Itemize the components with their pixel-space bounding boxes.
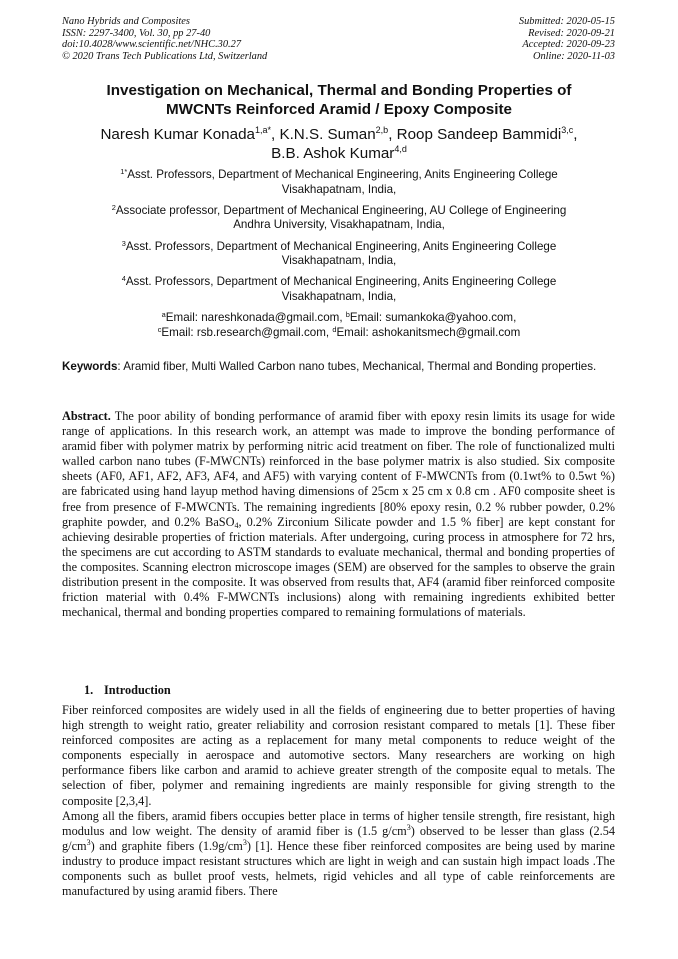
affiliations — [60, 168, 618, 340]
email-list — [60, 311, 618, 340]
superscript: 3 — [406, 822, 411, 832]
author-marker: 2,b — [375, 125, 389, 135]
email-link[interactable]: Email: nareshkonada@gmail.com, — [165, 311, 346, 325]
author-list — [60, 125, 618, 163]
author-name: K.N.S. Suman — [279, 126, 376, 143]
issn-line: ISSN: 2297-3400, Vol. 30, pp 27-40 — [62, 27, 211, 39]
paragraph-text: ) observed to be lesser than glass (2.54 g/cm — [62, 823, 615, 853]
affiliation — [60, 275, 618, 304]
email-marker: b — [345, 310, 350, 320]
affiliation-location: Andhra University, Visakhapatnam, India, — [233, 218, 445, 232]
affiliation-location: Visakhapatnam, India, — [281, 254, 397, 268]
author-line-2 — [60, 144, 618, 163]
online-date: Online: 2020-11-03 — [532, 50, 615, 62]
keywords — [62, 360, 615, 375]
copyright-line: © 2020 Trans Tech Publications Ltd, Switzerland — [62, 50, 268, 62]
title-line-2: MWCNTs Reinforced Aramid / Epoxy Composite — [166, 101, 512, 118]
section-title: Introduction — [104, 683, 171, 697]
publication-dates — [519, 16, 615, 62]
doi-line: doi:10.4028/www.scientific.net/NHC.30.27 — [62, 39, 242, 51]
affiliation-text: Asst. Professors, Department of Mechanical Engineering, Anits Engineering College — [125, 275, 557, 289]
affiliation-marker: 4 — [121, 274, 126, 284]
revised-date: Revised: 2020-09-21 — [528, 27, 615, 39]
section-heading-introduction — [84, 683, 171, 698]
superscript: 3 — [86, 837, 91, 847]
email-link[interactable]: Email: rsb.research@gmail.com, — [161, 325, 333, 339]
paragraph: Fiber reinforced composites are widely used in all the fields of engineering due to better properties of having high strength to weight ratio, greater reliability and corrosion resistant compared to metals [1]. These fiber reinforced composites are acting as a replacement for many metal components to reduce weight of the components especially in aerospace and automotive sectors. Many researchers are working on high performance fibers like carbon and aramid to achieve greater strength of the composite equal to metals. The selection of fiber, polymer and remaining ingredients are mainly responsible for giving strength to the composite [2,3,4]. — [62, 703, 615, 808]
section-number: 1. — [84, 683, 94, 697]
author-marker: 3,c — [561, 125, 574, 135]
abstract — [62, 409, 615, 620]
abstract-subscript: 4 — [234, 520, 239, 530]
email-marker: d — [332, 324, 337, 334]
paragraph-text: ) and graphite fibers (1.9g/cm — [90, 838, 243, 853]
affiliation-marker: 2 — [111, 202, 116, 212]
submitted-date: Submitted: 2020-05-15 — [518, 16, 615, 27]
email-marker: a — [161, 310, 166, 320]
journal-name: Nano Hybrids and Composites — [62, 16, 190, 27]
keywords-label: Keywords — [62, 360, 118, 373]
affiliation — [60, 168, 618, 197]
abstract-text: The poor ability of bonding performance of aramid fiber with epoxy resin limits its usage for wide range of applications. In this research work, an attempt was made to improve the bonding performance of aramid fiber with polymer matrix by performing nitric acid treatment on fiber. The role of functionalized multi walled carbon nano tubes (F-MWCNTs) reinforced in the base polymer matrix is also studied. Six composite sheets (AF0, AF1, AF2, AF3, AF4, and AF5) with varying content of F-MWCNTs from (0.1wt% to 0.5wt %) are fabricated using hand layup method having dimensions of 25cm x 25 cm x 0.8 cm . AF0 composite sheet is free from presence of F-MWCNTs. The remaining ingredients [80% epoxy resin, 0.2 % rubber powder, 0.2% graphite powder, and 0.2% BaSO — [62, 409, 615, 529]
abstract-text: , 0.2% Zirconium Silicate powder and 1.5 % fiber] are kept constant for achieving desirable properties of friction materials. After undergoing, curing process in atmosphere for 72 hrs, the specimens are cut according to ASTM standards to evaluate mechanical, thermal and bonding properties of the composites. Scanning electron microscope images (SEM) are observed for the samples to observe the grain distribution present in the composite. It was observed from results that, AF4 (aramid fiber reinforced composite friction material with 0.4% F-MWCNTs inclusions) along with remaining ingredients exhibited better mechanical, thermal and bonding properties compared to remaining formulations of materials. — [62, 514, 616, 620]
author-separator: , — [270, 126, 280, 143]
author-marker: 4,d — [394, 144, 407, 154]
abstract-label: Abstract. — [62, 409, 111, 423]
accepted-date: Accepted: 2020-09-23 — [522, 39, 615, 51]
author-name: Roop Sandeep Bammidi — [396, 126, 562, 143]
email-link[interactable]: Email: ashokanitsmech@gmail.com — [336, 325, 521, 339]
affiliation — [60, 204, 618, 233]
affiliation-text: Asst. Professors, Department of Mechanical Engineering, Anits Engineering College — [125, 239, 557, 253]
introduction-body — [62, 703, 615, 899]
paragraph-text: Among all the fibers, aramid fibers occupies better place in terms of higher tensile strength, fire resistant, high modulus and low weight. The density of aramid fiber is (1.5 g/cm — [62, 808, 615, 838]
journal-info — [62, 16, 267, 62]
title-line-1: Investigation on Mechanical, Thermal and Bonding Properties of — [106, 82, 572, 99]
keywords-text: : Aramid fiber, Multi Walled Carbon nano tubes, Mechanical, Thermal and Bonding properties. — [117, 360, 597, 373]
paragraph — [62, 809, 615, 900]
email-marker: c — [157, 324, 162, 334]
author-marker: 1,a* — [254, 125, 271, 135]
affiliation-marker: 3 — [121, 238, 126, 248]
affiliation-location: Visakhapatnam, India, — [281, 289, 397, 303]
author-separator: , — [573, 126, 578, 143]
author-line-1 — [60, 125, 618, 144]
paper-title — [60, 81, 618, 119]
superscript: 3 — [242, 837, 247, 847]
affiliation-text: Asst. Professors, Department of Mechanical Engineering, Anits Engineering College — [127, 168, 558, 181]
affiliation-text: Associate professor, Department of Mechanical Engineering, AU College of Engineering — [115, 203, 567, 217]
affiliation — [60, 240, 618, 269]
email-link[interactable]: Email: sumankoka@yahoo.com, — [349, 311, 517, 325]
affiliation-location: Visakhapatnam, India, — [281, 182, 397, 196]
author-separator: , — [388, 126, 397, 143]
author-name: Naresh Kumar Konada — [100, 126, 255, 143]
affiliation-marker: 1* — [120, 167, 128, 176]
author-name: B.B. Ashok Kumar — [271, 145, 395, 162]
paragraph-text: ) [1]. Hence these fiber reinforced composites are being used by marine industry to produce impact resistant structures which are light in weigh and can sustain high impact loads .The components such as bullet proof vests, helmets, rigid vehicles and all type of cable reinforcements are manufactured by using aramid fibers. There — [62, 838, 615, 899]
